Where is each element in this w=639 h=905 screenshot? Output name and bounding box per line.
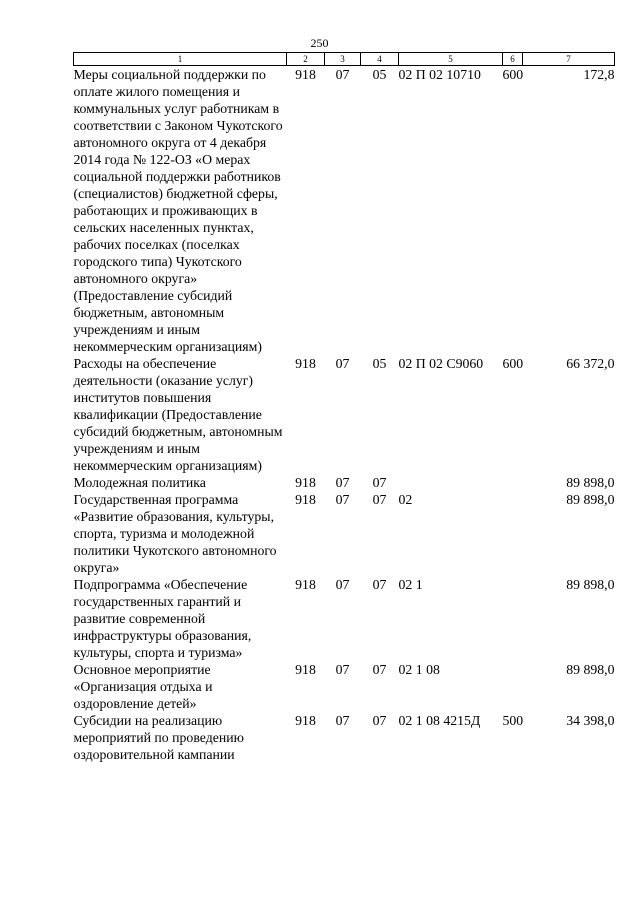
row-grbs-code: 918 <box>295 713 316 728</box>
row-expense-type: 500 <box>502 713 524 728</box>
row-amount: 89 898,0 <box>566 577 615 592</box>
row-grbs-code: 918 <box>295 356 316 371</box>
row-section-code: 07 <box>335 67 350 82</box>
row-name: Меры социальной поддержки по оплате жилого помещения и коммунальных услуг работникам в соответствии с Законом Чукотского автономного округа от 4 декабря 2014 года № 122-ОЗ «О мерах социальной поддержки работников (специалистов) бюджетной сферы, работающих и проживающих в сельских населенных пунктах, рабочих поселках (поселках городского типа) Чукотского автономного округа» (Предоставление субсидий бюджетным, автономным учреждениям и иным некоммерческим организациям) <box>73 67 283 354</box>
row-grbs-code: 918 <box>295 577 316 592</box>
row-amount: 89 898,0 <box>566 492 615 507</box>
row-amount: 89 898,0 <box>566 475 615 490</box>
row-grbs-code: 918 <box>295 662 316 677</box>
row-target-article: 02 1 08 <box>398 662 440 677</box>
table-row <box>74 576 615 661</box>
row-target-article: 02 1 08 4215Д <box>398 713 481 728</box>
table-row <box>74 712 615 763</box>
row-name: Основное мероприятие «Организация отдыха и оздоровление детей» <box>73 662 213 711</box>
table-row <box>74 474 615 491</box>
row-expense-type <box>503 576 523 661</box>
page-number: 250 <box>310 36 329 50</box>
row-subsection-code: 07 <box>372 713 387 728</box>
row-subsection-code: 07 <box>372 475 387 490</box>
budget-table <box>73 52 615 763</box>
row-expense-type <box>503 474 523 491</box>
row-grbs-code: 918 <box>295 475 316 490</box>
row-name: Расходы на обеспечение деятельности (оказание услуг) институтов повышения квалификации (Предоставление субсидий бюджетным, автономным учреждениям и иным некоммерческим организациям) <box>73 356 283 473</box>
column-header-2: 2 <box>287 53 325 66</box>
row-name: Субсидии на реализацию мероприятий по проведению оздоровительной кампании <box>73 713 244 762</box>
row-subsection-code: 05 <box>372 67 387 82</box>
column-header-6: 6 <box>503 53 523 66</box>
row-name: Подпрограмма «Обеспечение государственных гарантий и развитие современной инфраструктуры образования, культуры, спорта и туризма» <box>73 577 252 660</box>
row-section-code: 07 <box>335 713 350 728</box>
row-target-article: 02 П 02 10710 <box>398 67 481 82</box>
row-subsection-code: 07 <box>372 492 387 507</box>
row-section-code: 07 <box>335 577 350 592</box>
row-expense-type <box>503 491 523 576</box>
row-amount: 172,8 <box>583 67 615 82</box>
row-target-article: 02 1 <box>398 577 423 592</box>
column-number-row <box>74 53 615 66</box>
row-name: Молодежная политика <box>73 475 206 490</box>
row-target-article: 02 П 02 С9060 <box>398 356 484 371</box>
column-header-5: 5 <box>399 53 503 66</box>
column-header-1: 1 <box>74 53 287 66</box>
column-header-7: 7 <box>523 53 615 66</box>
table-row <box>74 491 615 576</box>
row-section-code: 07 <box>335 356 350 371</box>
row-section-code: 07 <box>335 492 350 507</box>
row-name: Государственная программа «Развитие образования, культуры, спорта, туризма и молодежной политики Чукотского автономного округа» <box>73 492 277 575</box>
column-header-3: 3 <box>325 53 361 66</box>
row-subsection-code: 07 <box>372 662 387 677</box>
row-amount: 34 398,0 <box>566 713 615 728</box>
row-amount: 66 372,0 <box>566 356 615 371</box>
row-grbs-code: 918 <box>295 492 316 507</box>
row-section-code: 07 <box>335 475 350 490</box>
row-section-code: 07 <box>335 662 350 677</box>
row-target-article <box>399 474 503 491</box>
row-amount: 89 898,0 <box>566 662 615 677</box>
row-target-article: 02 <box>398 492 413 507</box>
table-row <box>74 661 615 712</box>
table-row <box>74 66 615 356</box>
row-subsection-code: 05 <box>372 356 387 371</box>
row-expense-type: 600 <box>502 67 524 82</box>
row-subsection-code: 07 <box>372 577 387 592</box>
table-row <box>74 355 615 474</box>
row-expense-type <box>503 661 523 712</box>
row-grbs-code: 918 <box>295 67 316 82</box>
row-expense-type: 600 <box>502 356 524 371</box>
column-header-4: 4 <box>361 53 399 66</box>
